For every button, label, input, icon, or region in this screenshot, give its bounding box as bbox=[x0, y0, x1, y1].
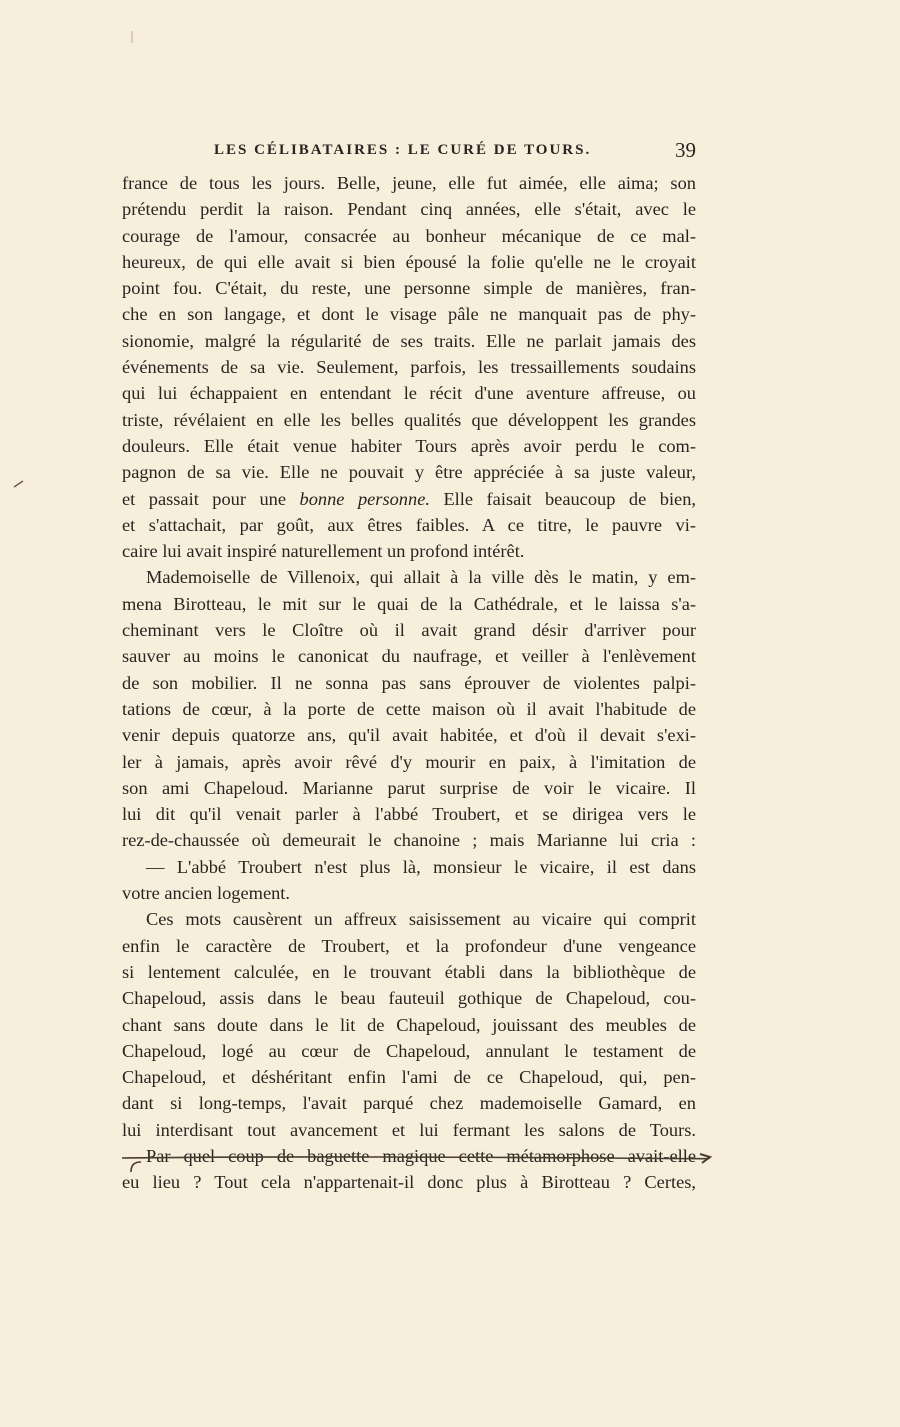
text-line: lui dit qu'il venait parler à l'abbé Troubert, et se dirigea vers le bbox=[122, 804, 696, 825]
text-line-with-italic bbox=[122, 486, 696, 512]
text-line: chant sans doute dans le lit de Chapeloud, jouissant des meubles de bbox=[122, 1014, 696, 1035]
paragraph-start: Mademoiselle de Villenoix, qui allait à la ville dès le matin, y em- bbox=[146, 567, 696, 588]
text-line: che en son langage, et dont le visage pâle ne manquait pas de phy- bbox=[122, 304, 696, 325]
text-line: dant si long-temps, l'avait parqué chez mademoiselle Gamard, en bbox=[122, 1093, 696, 1114]
text-segment: et passait pour une bbox=[122, 488, 300, 509]
text-line: douleurs. Elle était venue habiter Tours après avoir perdu le com- bbox=[122, 435, 696, 456]
text-line: heureux, de qui elle avait si bien épousé la folie qu'elle ne le croyait bbox=[122, 251, 696, 272]
text-line: france de tous les jours. Belle, jeune, elle fut aimée, elle aima; son bbox=[122, 173, 696, 193]
text-line: point fou. C'était, du reste, une personne simple de manières, fran- bbox=[122, 278, 696, 299]
text-line: enfin le caractère de Troubert, et la profondeur d'une vengeance bbox=[122, 935, 696, 956]
text-line: de son mobilier. Il ne sonna pas sans éprouver de violentes palpi- bbox=[122, 672, 696, 693]
text-line: mena Birotteau, le mit sur le quai de la Cathédrale, et le laissa s'a- bbox=[122, 593, 696, 614]
text-line: cheminant vers le Cloître où il avait grand désir d'arriver pour bbox=[122, 620, 696, 641]
text-line: triste, révélaient en elle les belles qualités que développent les grandes bbox=[122, 409, 696, 430]
dialogue-line: — L'abbé Troubert n'est plus là, monsieur le vicaire, il est dans bbox=[146, 856, 696, 877]
text-line: courage de l'amour, consacrée au bonheur mécanique de ce mal- bbox=[122, 225, 696, 246]
page-header bbox=[122, 138, 696, 166]
text-line: Chapeloud, assis dans le beau fauteuil gothique de Chapeloud, cou- bbox=[122, 988, 696, 1009]
italic-phrase: bonne personne. bbox=[299, 488, 430, 509]
pencil-bracket-mark bbox=[128, 1160, 142, 1174]
text-line: si lentement calculée, en le trouvant établi dans la bibliothèque de bbox=[122, 961, 696, 982]
text-line: caire lui avait inspiré naturellement un profond intérêt. bbox=[122, 541, 525, 562]
page-number: 39 bbox=[675, 138, 696, 162]
paragraph-start: Ces mots causèrent un affreux saisissement au vicaire qui comprit bbox=[146, 909, 696, 930]
text-line: venir depuis quatorze ans, qu'il avait habitée, et d'où il devait s'exi- bbox=[122, 725, 696, 746]
text-line: Chapeloud, logé au cœur de Chapeloud, annulant le testament de bbox=[122, 1040, 696, 1061]
text-line: son ami Chapeloud. Marianne parut surprise de voir le vicaire. Il bbox=[122, 777, 696, 798]
pencil-underline-mark bbox=[118, 1153, 716, 1183]
text-line: prétendu perdit la raison. Pendant cinq années, elle s'était, avec le bbox=[122, 199, 696, 220]
text-line: lui interdisant tout avancement et lui fermant les salons de Tours. bbox=[122, 1119, 696, 1140]
margin-pencil-mark bbox=[13, 476, 25, 486]
text-line: eu lieu ? Tout cela n'appartenait-il donc plus à Birotteau ? Certes, bbox=[122, 1172, 696, 1193]
text-line: ler à jamais, après avoir rêvé d'y mourir en paix, à l'imitation de bbox=[122, 751, 696, 772]
paragraph-start: Par quel coup de baguette magique cette métamorphose avait-elle bbox=[146, 1145, 696, 1166]
text-line: tations de cœur, à la porte de cette maison où il avait l'habitude de bbox=[122, 698, 696, 719]
text-line: pagnon de sa vie. Elle ne pouvait y être appréciée à sa juste valeur, bbox=[122, 462, 696, 483]
text-line: votre ancien logement. bbox=[122, 883, 291, 904]
text-line: rez-de-chaussée où demeurait le chanoine ; mais Marianne lui cria : bbox=[122, 830, 696, 851]
text-line: sionomie, malgré la régularité de ses traits. Elle ne parlait jamais des bbox=[122, 330, 696, 351]
page-edge-mark bbox=[131, 30, 133, 42]
text-line: événements de sa vie. Seulement, parfois, les tressaillements soudains bbox=[122, 357, 696, 378]
text-line: Chapeloud, et déshéritant enfin l'ami de ce Chapeloud, qui, pen- bbox=[122, 1067, 696, 1088]
text-line: qui lui échappaient en entendant le récit d'une aventure affreuse, ou bbox=[122, 383, 696, 404]
text-segment: Elle faisait beaucoup de bien, bbox=[429, 488, 697, 509]
body-text bbox=[122, 170, 696, 1196]
text-line: sauver au moins le canonicat du naufrage, et veiller à l'enlèvement bbox=[122, 646, 696, 667]
running-head: LES CÉLIBATAIRES : LE CURÉ DE TOURS. bbox=[214, 142, 592, 158]
text-line: et s'attachait, par goût, aux êtres faibles. A ce titre, le pauvre vi- bbox=[122, 514, 696, 535]
